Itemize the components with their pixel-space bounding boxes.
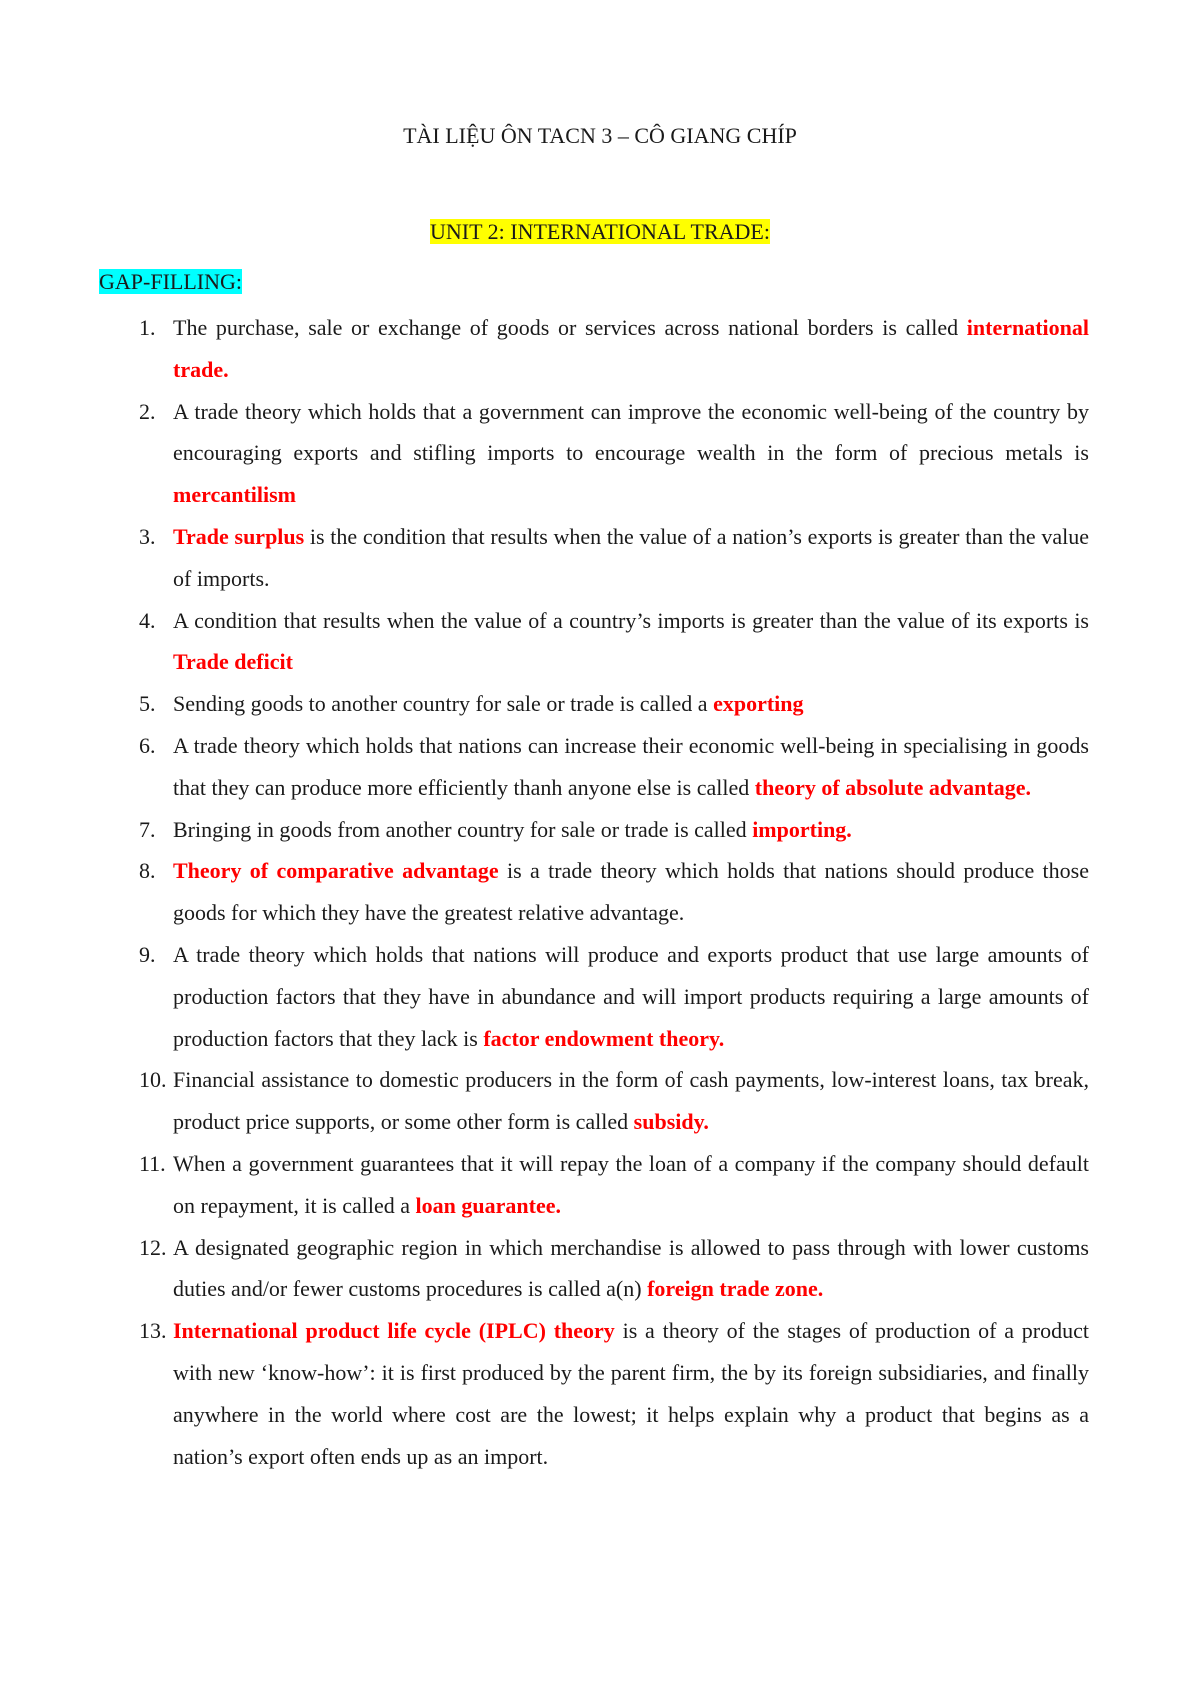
question-list: [99, 307, 1089, 1477]
question-text-after: is the condition that results when the value of a nation’s exports is greater than the value of imports.: [173, 523, 1089, 591]
question-item: [99, 516, 1089, 600]
question-number: 8.: [139, 858, 156, 884]
answer-text: loan guarantee.: [415, 1192, 561, 1218]
document-title: TÀI LIỆU ÔN TACN 3 – CÔ GIANG CHÍP: [403, 123, 797, 148]
answer-text: Theory of comparative advantage: [173, 858, 499, 884]
question-number: 3.: [139, 523, 156, 549]
question-item: [99, 934, 1089, 1059]
question-number: 5.: [139, 691, 156, 717]
question-number: 12.: [139, 1234, 167, 1260]
answer-text: subsidy.: [633, 1109, 709, 1135]
unit-heading: [0, 218, 1200, 246]
question-text: A trade theory which holds that nations can increase their economic well-being in specialising in goods that they can produce more efficiently thanh anyone else is called: [173, 732, 1089, 800]
question-item: [99, 1310, 1089, 1477]
question-number: 9.: [139, 941, 156, 967]
question-item: [99, 391, 1089, 516]
question-number: 7.: [139, 816, 156, 842]
question-item: [99, 1227, 1089, 1311]
question-text: The purchase, sale or exchange of goods or services across national borders is called: [173, 315, 967, 340]
question-number: 1.: [139, 315, 156, 340]
question-item: [99, 809, 1089, 851]
question-item: [99, 725, 1089, 809]
question-item: [99, 307, 1089, 391]
question-text-after: is a theory of the stages of production of a product with new ‘know-how’: it is first produced by the parent firm, the by its foreign subsidiaries, and finally anywhere in the world where cost are the lowest; it helps explain why a product that begins as a nation’s export often ends up as an import.: [173, 1318, 1089, 1469]
section-heading-text: GAP-FILLING:: [99, 269, 242, 294]
unit-heading-text: UNIT 2: INTERNATIONAL TRADE:: [430, 219, 770, 244]
question-number: 6.: [139, 732, 156, 758]
question-text: A designated geographic region in which merchandise is allowed to pass through with lower customs duties and/or fewer customs procedures is called a(n): [173, 1234, 1089, 1302]
question-number: 4.: [139, 607, 156, 633]
question-text: Sending goods to another country for sale or trade is called a: [173, 691, 714, 717]
question-number: 2.: [139, 398, 156, 424]
question-text: A trade theory which holds that a government can improve the economic well-being of the country by encouraging exports and stifling imports to encourage wealth in the form of precious metals is: [173, 398, 1089, 466]
answer-text: mercantilism: [173, 482, 297, 508]
answer-text: Trade deficit: [173, 649, 293, 675]
question-number: 13.: [139, 1318, 167, 1344]
question-text: Financial assistance to domestic producers in the form of cash payments, low-interest loans, tax break, product price supports, or some other form is called: [173, 1067, 1089, 1135]
answer-text: international trade.: [173, 315, 1089, 382]
question-item: [99, 850, 1089, 934]
section-heading: [99, 268, 242, 296]
answer-text: exporting: [713, 691, 804, 717]
question-item: [99, 1059, 1089, 1143]
answer-text: importing.: [752, 816, 852, 842]
question-number: 11.: [139, 1150, 166, 1176]
question-text: Bringing in goods from another country for sale or trade is called: [173, 816, 753, 842]
question-text-after: is a trade theory which holds that nations should produce those goods for which they have the greatest relative advantage.: [173, 858, 1089, 926]
question-number: 10.: [139, 1067, 167, 1093]
answer-text: foreign trade zone.: [647, 1276, 824, 1302]
answer-text: Trade surplus: [173, 523, 305, 549]
question-item: [99, 600, 1089, 684]
answer-text: factor endowment theory.: [483, 1025, 725, 1051]
question-text: A condition that results when the value of a country’s imports is greater than the value of its exports is: [173, 607, 1089, 633]
answer-text: theory of absolute advantage.: [754, 774, 1031, 800]
question-item: [99, 683, 1089, 725]
question-text: When a government guarantees that it will repay the loan of a company if the company should default on repayment, it is called a: [173, 1150, 1089, 1218]
question-text: A trade theory which holds that nations will produce and exports product that use large amounts of production factors that they have in abundance and will import products requiring a large amounts of production factors that they lack is: [173, 941, 1089, 1051]
answer-text: International product life cycle (IPLC) theory: [173, 1318, 615, 1344]
question-item: [99, 1143, 1089, 1227]
